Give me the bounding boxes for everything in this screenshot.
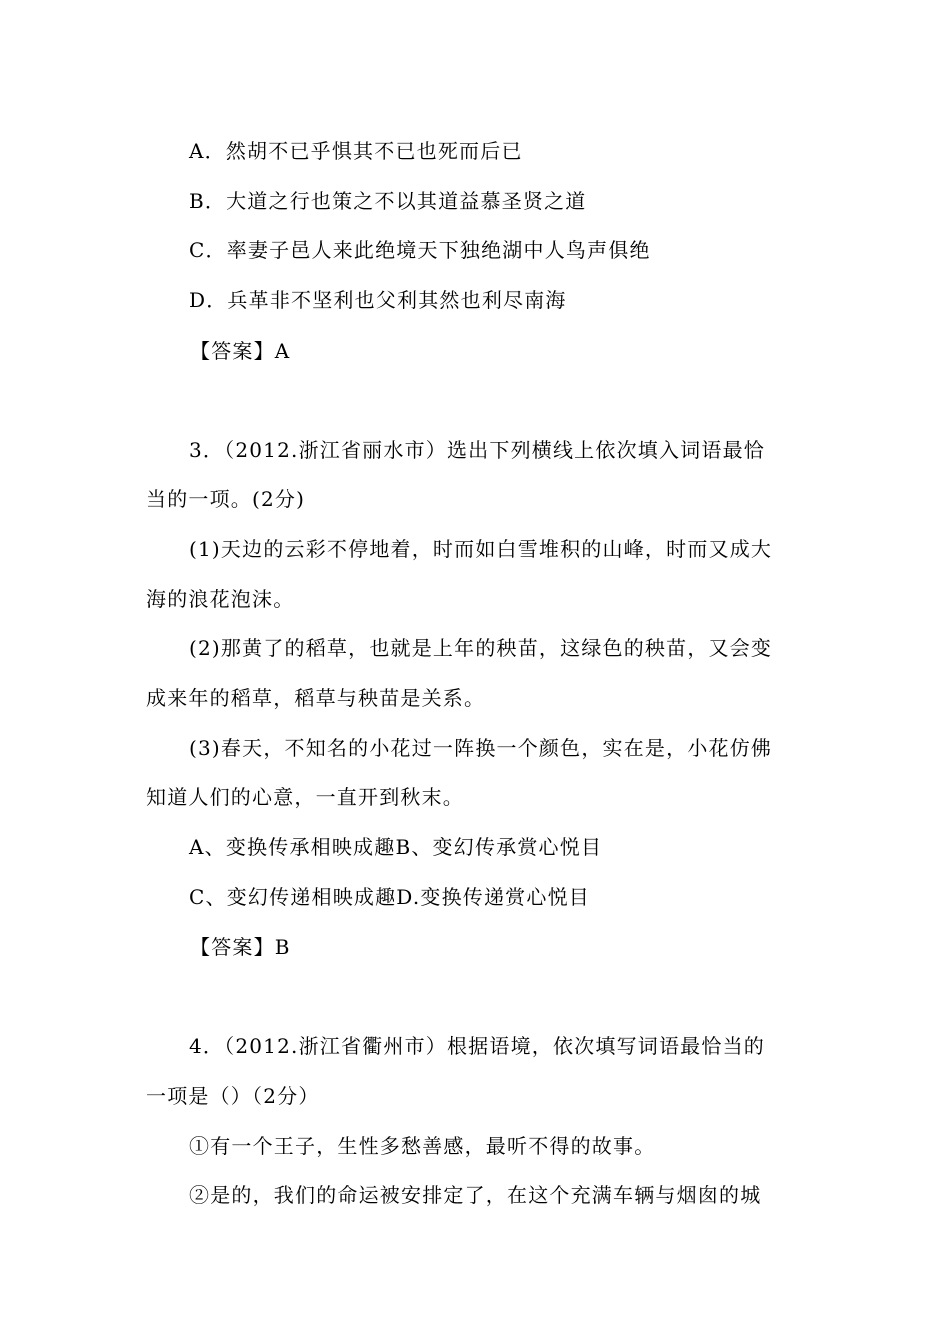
q3-item1-line2: 海的浪花泡沫。 [146,587,295,611]
q3-item3-line2: 知道人们的心意，一直开到秋末。 [146,785,464,809]
q3-item2-line2: 成来年的稻草，稻草与秧苗是关系。 [146,686,486,710]
q2-option-c: C．率妻子邑人来此绝境天下独绝湖中人鸟声俱绝 [189,238,651,262]
q3-stem-line2: 当的一项。(2分) [146,487,306,511]
q4-stem-line2: 一项是（）（2分） [146,1084,320,1108]
q2-option-a: A．然胡不已乎惧其不已也死而后已 [189,139,523,163]
q3-item2-line1: (2)那黄了的稻草，也就是上年的秧苗，这绿色的秧苗，又会变 [189,636,773,660]
q3-item1-line1: (1)天边的云彩不停地着，时而如白雪堆积的山峰，时而又成大 [189,537,773,561]
q3-answer: 【答案】B [190,935,291,959]
q4-stem-line1: 4．（2012.浙江省衢州市）根据语境，依次填写词语最恰当的 [189,1034,765,1058]
q2-option-b: B．大道之行也策之不以其道益慕圣贤之道 [189,189,587,213]
q3-item3-line1: (3)春天，不知名的小花过一阵换一个颜色，实在是，小花仿佛 [189,736,773,760]
q2-option-d: D．兵革非不坚利也父利其然也利尽南海 [189,288,567,312]
q3-choices-line1: A、变换传承相映成趣B、变幻传承赏心悦目 [189,835,603,859]
q3-choices-line2: C、变幻传递相映成趣D.变换传递赏心悦目 [189,885,590,909]
q2-answer: 【答案】A [190,339,291,363]
q4-item2: ②是的，我们的命运被安排定了，在这个充满车辆与烟囱的城 [189,1183,762,1207]
q4-item1: ①有一个王子，生性多愁善感，最听不得的故事。 [189,1134,656,1158]
q3-stem-line1: 3．（2012.浙江省丽水市）选出下列横线上依次填入词语最恰 [189,438,765,462]
